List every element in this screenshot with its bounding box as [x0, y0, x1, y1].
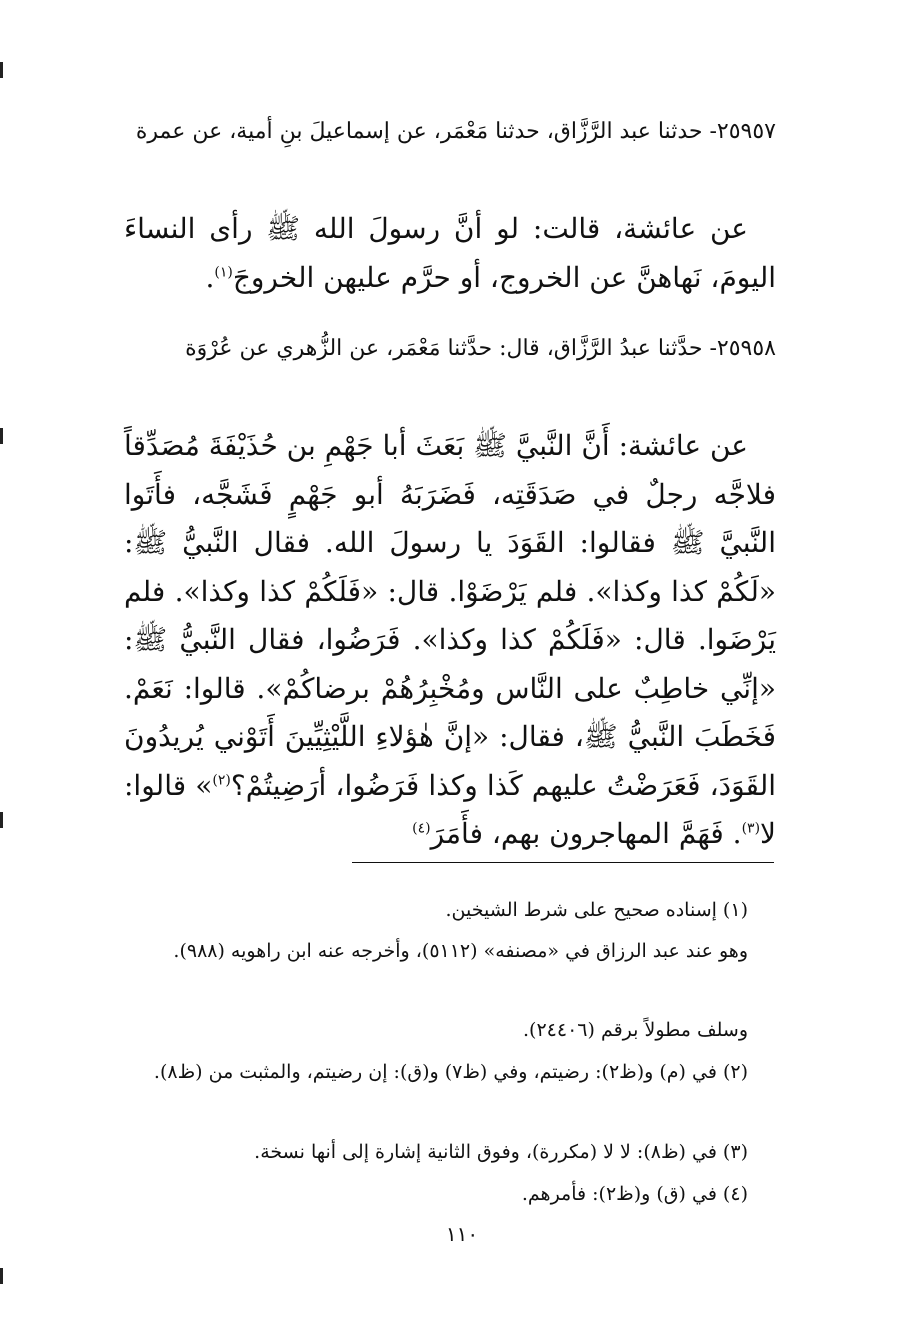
matn-text: » قالوا: لا	[124, 768, 776, 850]
footnote-ref-4: (٤)	[412, 820, 431, 837]
matn-text: . فَهَمَّ المهاجرون بهم، فأَمَرَ	[430, 817, 742, 850]
scan-edge-mark	[0, 1268, 3, 1284]
hadith-matn-25957	[124, 205, 776, 302]
matn-text: عن عائشة: أَنَّ النَّبيَّ ﷺ بَعَثَ أبا جَهْمِ بن حُذَيْفَةَ مُصَدِّقاً فلاجَّه رجلٌ في صَدَقَتِه، فَضَرَبَهُ أبو جَهْمٍ فَشَجَّه، فأَتَوا النَّبيَّ ﷺ فقالوا: القَوَدَ يا رسولَ الله. فقال النَّبيُّ ﷺ: «لَكُمْ كذا وكذا». فلم يَرْضَوْا. قال: «فَلَكُمْ كذا وكذا». فلم يَرْضَوا. قال: «فَلَكُمْ كذا وكذا». فَرَضُوا، فقال النَّبيُّ ﷺ: «إنِّي خاطِبٌ على النَّاس ومُخْبِرُهُمْ برضاكُمْ». قالوا: نَعَمْ. فَخَطَبَ النَّبيُّ ﷺ، فقال: «إنَّ هٰؤلاءِ اللَّيْثِيِّينَ أَتَوْني يُريدُونَ القَوَدَ، فَعَرَضْتُ عليهم كَذا وكذا فَرَضُوا، أرَضِيتُمْ؟	[124, 429, 777, 802]
matn-end: .	[205, 260, 215, 294]
footnote-ref-1: (١)	[214, 264, 233, 281]
scan-edge-mark	[0, 428, 3, 444]
scan-edge-mark	[0, 62, 3, 78]
footnote-ref-2: (٢)	[212, 772, 231, 789]
footnote-ref-3: (٣)	[741, 820, 761, 837]
footnote-1-cross-ref: وسلف مطولاً برقم (٢٤٤٠٦).	[523, 1019, 748, 1041]
footnote-2: (٢) في (م) و(ظ٢): رضيتم، وفي (ظ٧) و(ق): إن رضيتم، والمثبت من (ظ٨).	[153, 1061, 748, 1083]
scan-edge-mark	[0, 812, 3, 828]
page-number: ١١٠	[445, 1222, 479, 1246]
footnote-separator	[352, 862, 774, 863]
footnote-1-continued: وهو عند عبد الرزاق في «مصنفه» (٥١١٢)، وأخرجه عنه ابن راهويه (٩٨٨).	[173, 940, 748, 962]
footnote-1: (١) إسناده صحيح على شرط الشيخين.	[445, 899, 748, 921]
hadith-isnad-25958: ٢٥٩٥٨- حدَّثنا عبدُ الرَّزَّاق، قال: حدَّثنا مَعْمَر، عن الزُّهري عن عُرْوَة	[185, 336, 776, 361]
footnote-4: (٤) في (ق) و(ظ٢): فأمرهم.	[521, 1183, 748, 1205]
hadith-isnad-25957: ٢٥٩٥٧- حدثنا عبد الرَّزَّاق، حدثنا مَعْمَر، عن إسماعيلَ بنِ أمية، عن عمرة	[135, 119, 776, 144]
hadith-matn-25958	[124, 422, 776, 859]
footnote-3: (٣) في (ظ٨): لا لا (مكررة)، وفوق الثانية إشارة إلى أنها نسخة.	[254, 1141, 748, 1163]
matn-text: عن عائشة، قالت: لو أنَّ رسولَ الله ﷺ رأى النساءَ اليومَ، نَهاهنَّ عن الخروج، أو حرَّم عليهن الخروجَ	[124, 212, 776, 294]
